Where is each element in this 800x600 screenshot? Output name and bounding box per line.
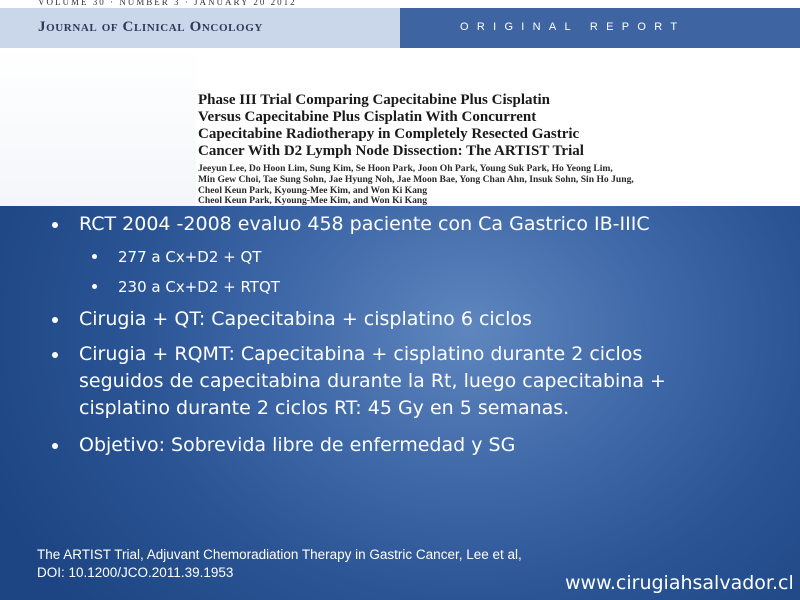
bullet-text: Objetivo: Sobrevida libre de enfermedad y SG [79, 434, 516, 456]
citation [37, 546, 522, 582]
paper-title-line: Cancer With D2 Lymph Node Dissection: The ARTIST Trial [198, 143, 584, 159]
sub-bullet-text: 277 a Cx+D2 + QT [118, 248, 262, 266]
bullet-text-line: seguidos de capecitabina durante la Rt, luego capecitabina + [79, 370, 666, 392]
journal-name: Journal of Clinical Oncology [38, 19, 263, 35]
report-type: ORIGINAL REPORT [460, 21, 686, 33]
bullet-item [79, 432, 515, 459]
bullet-icon [52, 352, 58, 358]
author-line: Cheol Keun Park, Kyoung-Mee Kim, and Won Ki Kang [198, 184, 428, 196]
bullet-icon [92, 284, 97, 289]
sub-bullet-item [118, 247, 261, 267]
author-line: Min Gew Choi, Tae Sung Sohn, Jae Hyung Noh, Jae Moon Bae, Yong Chan Ahn, Insuk Sohn, Sin Ho Jung, [198, 173, 634, 185]
bullet-icon [52, 443, 58, 449]
paper-title-line: Phase III Trial Comparing Capecitabine Plus Cisplatin [198, 92, 550, 108]
author-line: Cheol Keun Park, Kyoung-Mee Kim, and Won Ki Kang [198, 195, 428, 207]
journal-header-image [0, 0, 800, 206]
issue-line: VOLUME 30 · NUMBER 3 · JANUARY 20 2012 [38, 0, 297, 7]
sub-bullet-text: 230 a Cx+D2 + RTQT [118, 278, 280, 296]
bullet-icon [52, 317, 58, 323]
paper-title-line: Capecitabine Radiotherapy in Completely Resected Gastric [198, 126, 580, 142]
author-line: Jeeyun Lee, Do Hoon Lim, Sung Kim, Se Hoon Park, Joon Oh Park, Young Suk Park, Ho Yeong Lim, [198, 163, 613, 174]
bullet-text: RCT 2004 -2008 evaluo 458 paciente con Ca Gastrico IB-IIIC [79, 213, 650, 235]
website-url: www.cirugiahsalvador.cl [565, 572, 794, 594]
bullet-item [79, 211, 650, 238]
bullet-icon [92, 254, 97, 259]
journal-margin [0, 48, 196, 206]
citation-line: DOI: 10.1200/JCO.2011.39.1953 [37, 565, 234, 580]
bullet-text: Cirugia + QT: Capecitabina + cisplatino 6 ciclos [79, 308, 532, 330]
bullet-item [79, 306, 532, 333]
sub-bullet-item [118, 277, 280, 297]
citation-line: The ARTIST Trial, Adjuvant Chemoradiation Therapy in Gastric Cancer, Lee et al, [37, 547, 522, 562]
bullet-icon [52, 222, 58, 228]
bullet-item [79, 341, 666, 422]
bullet-text-line: cisplatino durante 2 ciclos RT: 45 Gy en 5 semanas. [79, 397, 570, 419]
paper-title-line: Versus Capecitabine Plus Cisplatin With Concurrent [198, 109, 537, 125]
paper-authors [198, 164, 798, 207]
bullet-text-line: Cirugia + RQMT: Capecitabina + cisplatino durante 2 ciclos [79, 343, 643, 365]
paper-title [198, 92, 798, 160]
